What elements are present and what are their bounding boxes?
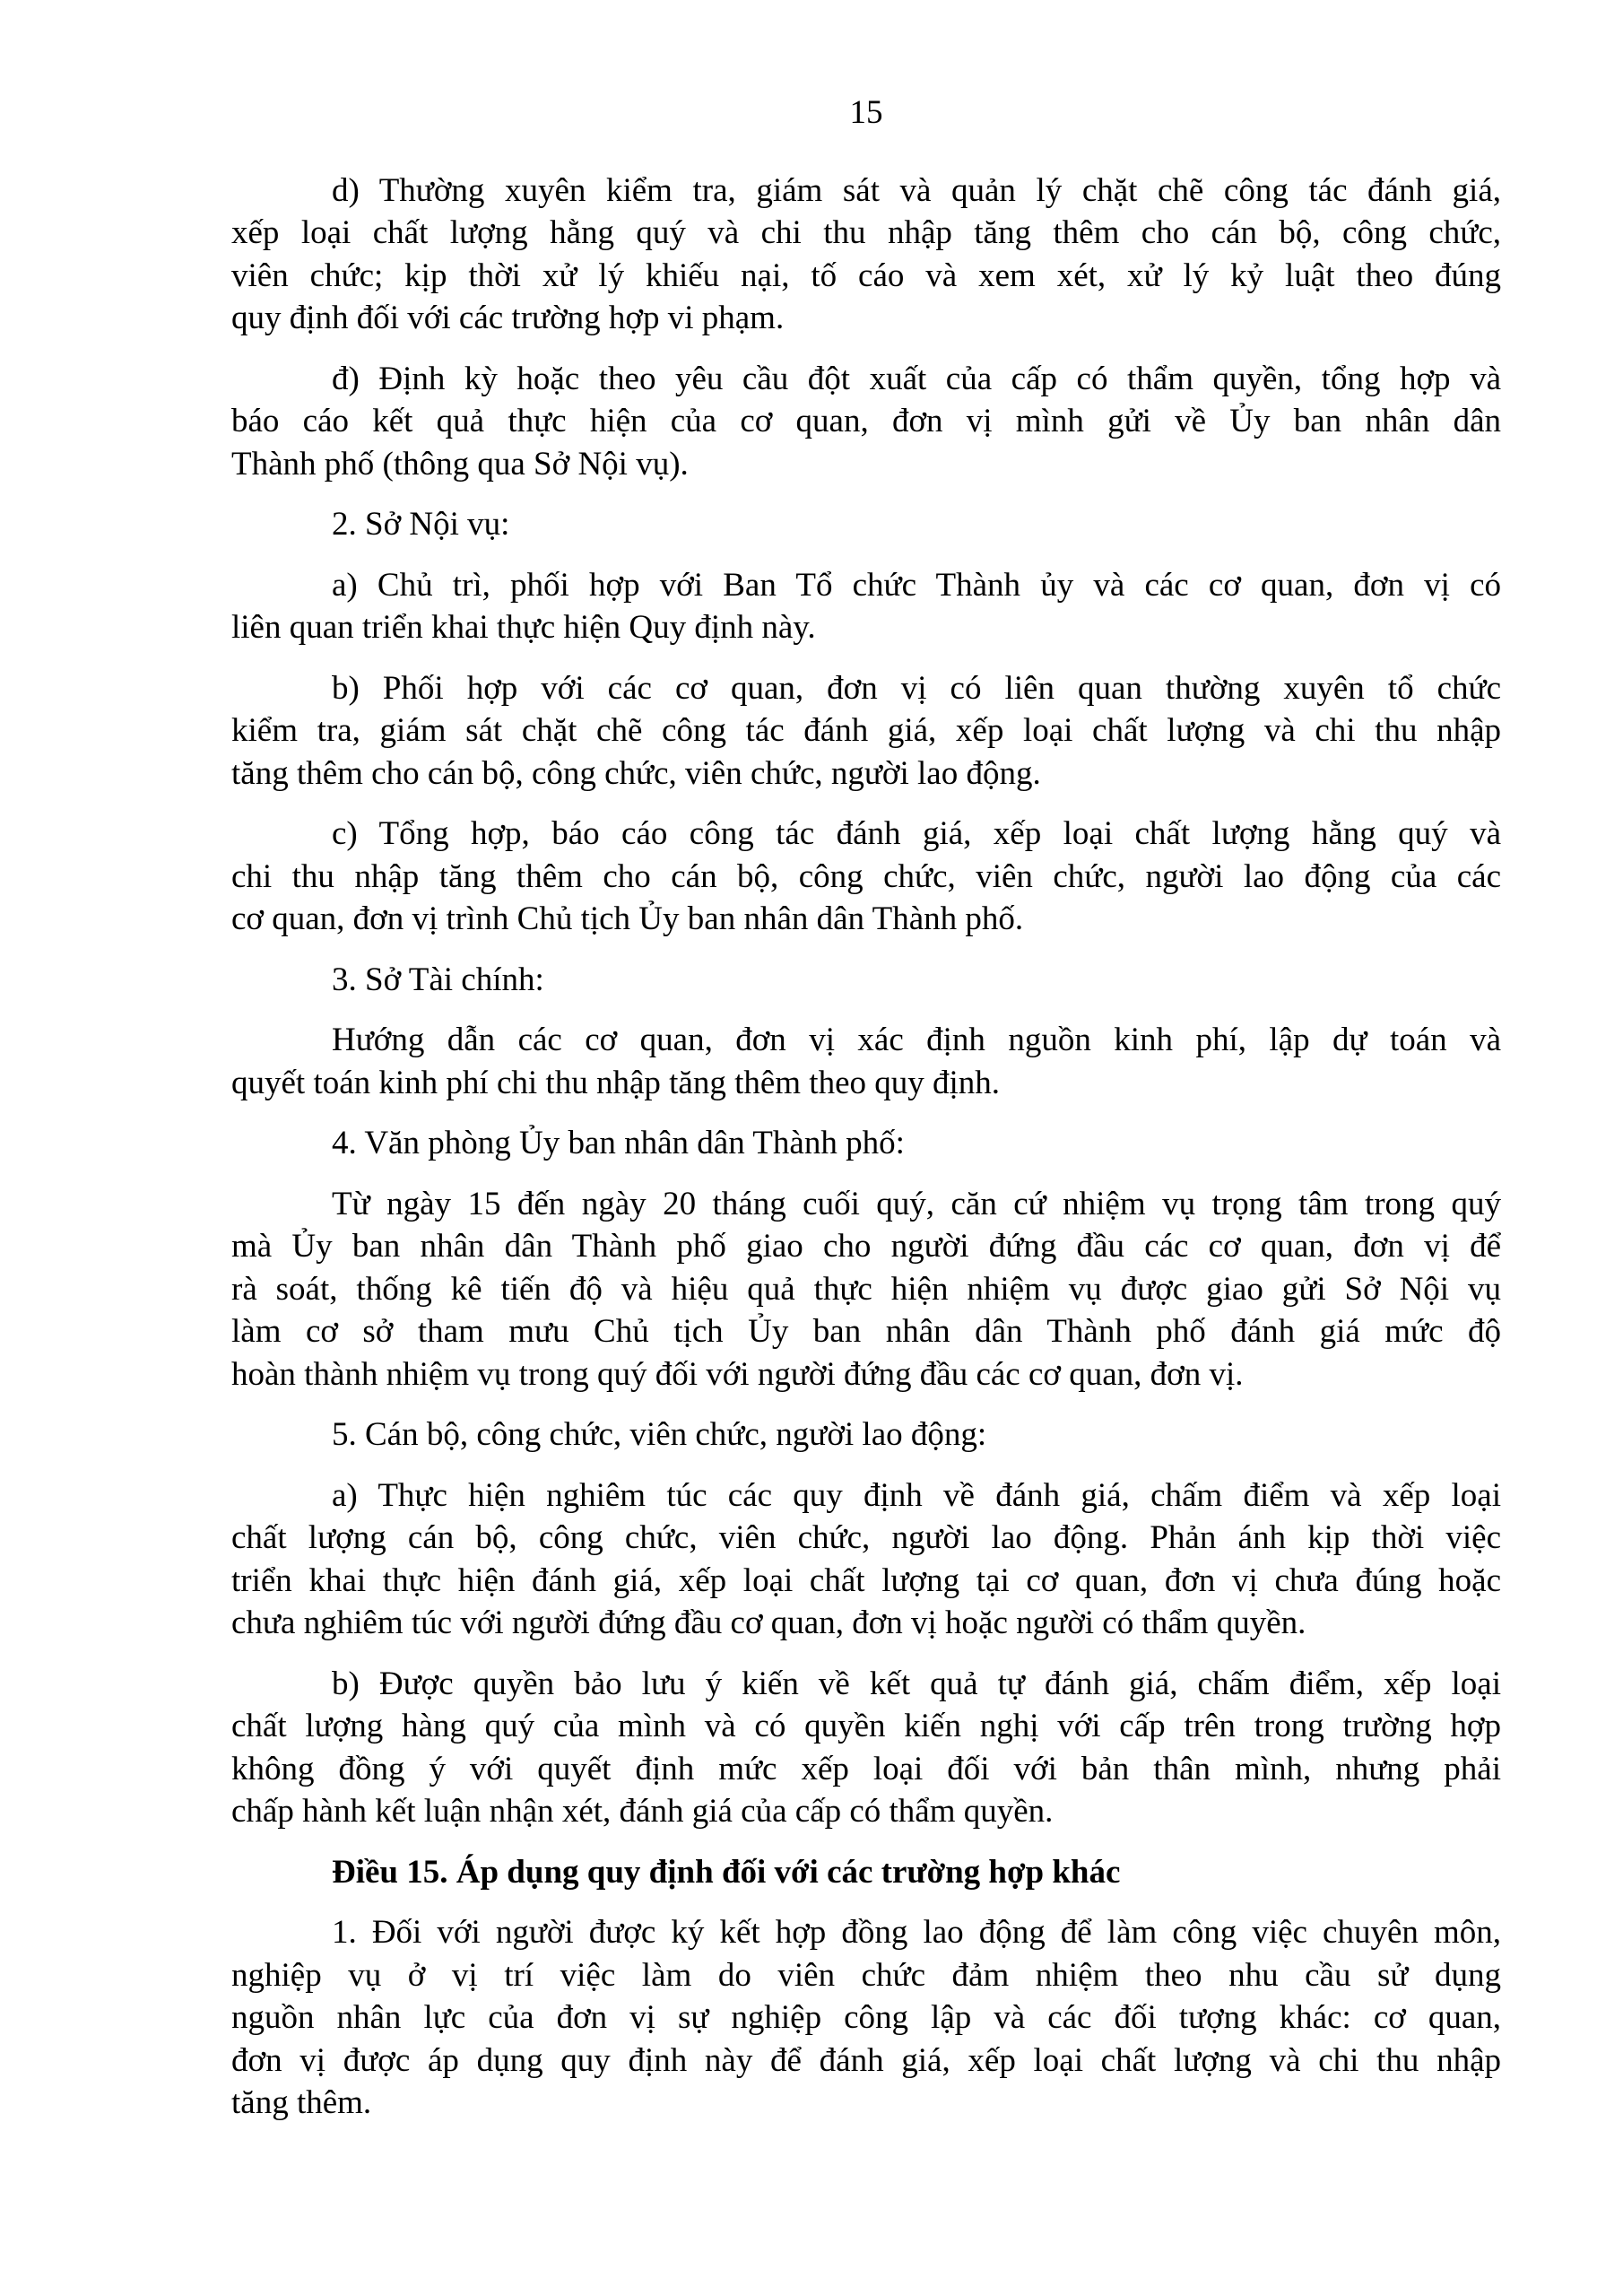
text-line: đ) Định kỳ hoặc theo yêu cầu đột xuất của cấp có thẩm quyền, tổng hợp và: [332, 360, 1501, 397]
text-line: hoàn thành nhiệm vụ trong quý đối với người đứng đầu các cơ quan, đơn vị.: [231, 1355, 1244, 1393]
document-body: [231, 170, 1501, 2125]
text-line: 1. Đối với người được ký kết hợp đồng lao động để làm công việc chuyên môn,: [332, 1914, 1501, 1951]
paragraph: [231, 1663, 1501, 1833]
text-line: triển khai thực hiện đánh giá, xếp loại chất lượng tại cơ quan, đơn vị chưa đúng hoặc: [231, 1561, 1501, 1599]
text-line: 2. Sở Nội vụ:: [332, 506, 510, 543]
text-line: viên chức; kịp thời xử lý khiếu nại, tố cáo và xem xét, xử lý kỷ luật theo đúng: [231, 257, 1501, 294]
text-line: cơ quan, đơn vị trình Chủ tịch Ủy ban nhân dân Thành phố.: [231, 900, 1024, 937]
text-line: tăng thêm cho cán bộ, công chức, viên chức, người lao động.: [231, 754, 1041, 792]
page-number: 15: [849, 94, 883, 131]
paragraph: [231, 358, 1501, 486]
text-line: liên quan triển khai thực hiện Quy định này.: [231, 609, 816, 646]
text-line: không đồng ý với quyết định mức xếp loại đối với bản thân mình, nhưng phải: [231, 1750, 1501, 1787]
text-line: rà soát, thống kê tiến độ và hiệu quả thực hiện nhiệm vụ được giao gửi Sở Nội vụ: [231, 1270, 1501, 1308]
paragraph: [231, 1911, 1501, 2125]
text-line: Từ ngày 15 đến ngày 20 tháng cuối quý, căn cứ nhiệm vụ trọng tâm trong quý: [332, 1185, 1501, 1222]
paragraph: [231, 1122, 1501, 1165]
paragraph: [231, 667, 1501, 796]
paragraph: [231, 1183, 1501, 1396]
document-content: [231, 91, 1501, 2125]
paragraph: [231, 959, 1501, 1002]
text-line: nghiệp vụ ở vị trí việc làm do viên chức đảm nhiệm theo nhu cầu sử dụng: [231, 1956, 1501, 1994]
section-heading: [231, 1851, 1501, 1894]
text-line: đơn vị được áp dụng quy định này để đánh giá, xếp loại chất lượng và chi thu nhập: [231, 2041, 1501, 2079]
text-line: 5. Cán bộ, công chức, viên chức, người lao động:: [332, 1416, 987, 1453]
paragraph: [231, 1019, 1501, 1104]
text-line: Điều 15. Áp dụng quy định đối với các trường hợp khác: [332, 1853, 1121, 1891]
text-line: chưa nghiêm túc với người đứng đầu cơ quan, đơn vị hoặc người có thẩm quyền.: [231, 1605, 1306, 1641]
text-line: 4. Văn phòng Ủy ban nhân dân Thành phố:: [332, 1125, 905, 1161]
text-line: chất lượng hàng quý của mình và có quyền kiến nghị với cấp trên trong trường hợp: [231, 1708, 1501, 1744]
text-line: quy định đối với các trường hợp vi phạm.: [231, 300, 785, 336]
text-line: báo cáo kết quả thực hiện của cơ quan, đơn vị mình gửi về Ủy ban nhân dân: [231, 403, 1501, 439]
text-line: mà Ủy ban nhân dân Thành phố giao cho người đứng đầu các cơ quan, đơn vị để: [231, 1228, 1501, 1265]
text-line: chi thu nhập tăng thêm cho cán bộ, công chức, viên chức, người lao động của các: [231, 857, 1501, 895]
text-line: a) Chủ trì, phối hợp với Ban Tổ chức Thành ủy và các cơ quan, đơn vị có: [332, 566, 1501, 604]
text-line: 3. Sở Tài chính:: [332, 961, 544, 998]
paragraph: [231, 1413, 1501, 1457]
text-line: d) Thường xuyên kiểm tra, giám sát và quản lý chặt chẽ công tác đánh giá,: [332, 171, 1501, 209]
text-line: chấp hành kết luận nhận xét, đánh giá của cấp có thẩm quyền.: [231, 1793, 1054, 1830]
paragraph: [231, 564, 1501, 649]
text-line: nguồn nhân lực của đơn vị sự nghiệp công lập và các đối tượng khác: cơ quan,: [231, 1999, 1501, 2036]
text-line: b) Được quyền bảo lưu ý kiến về kết quả tự đánh giá, chấm điểm, xếp loại: [332, 1665, 1501, 1702]
text-line: b) Phối hợp với các cơ quan, đơn vị có liên quan thường xuyên tổ chức: [332, 669, 1501, 707]
text-line: a) Thực hiện nghiêm túc các quy định về đánh giá, chấm điểm và xếp loại: [332, 1476, 1501, 1514]
paragraph: [231, 1474, 1501, 1645]
paragraph: [231, 503, 1501, 546]
text-line: tăng thêm.: [231, 2084, 372, 2121]
text-line: làm cơ sở tham mưu Chủ tịch Ủy ban nhân dân Thành phố đánh giá mức độ: [231, 1313, 1501, 1350]
text-line: Thành phố (thông qua Sở Nội vụ).: [231, 445, 689, 483]
paragraph: [231, 170, 1501, 340]
text-line: c) Tổng hợp, báo cáo công tác đánh giá, xếp loại chất lượng hằng quý và: [332, 815, 1501, 852]
text-line: chất lượng cán bộ, công chức, viên chức, người lao động. Phản ánh kịp thời việc: [231, 1519, 1501, 1556]
text-line: xếp loại chất lượng hằng quý và chi thu nhập tăng thêm cho cán bộ, công chức,: [231, 214, 1501, 251]
text-line: kiểm tra, giám sát chặt chẽ công tác đánh giá, xếp loại chất lượng và chi thu nhập: [231, 712, 1501, 749]
text-line: Hướng dẫn các cơ quan, đơn vị xác định nguồn kinh phí, lập dự toán và: [332, 1022, 1501, 1058]
paragraph: [231, 813, 1501, 941]
text-line: quyết toán kinh phí chi thu nhập tăng thêm theo quy định.: [231, 1064, 1001, 1101]
